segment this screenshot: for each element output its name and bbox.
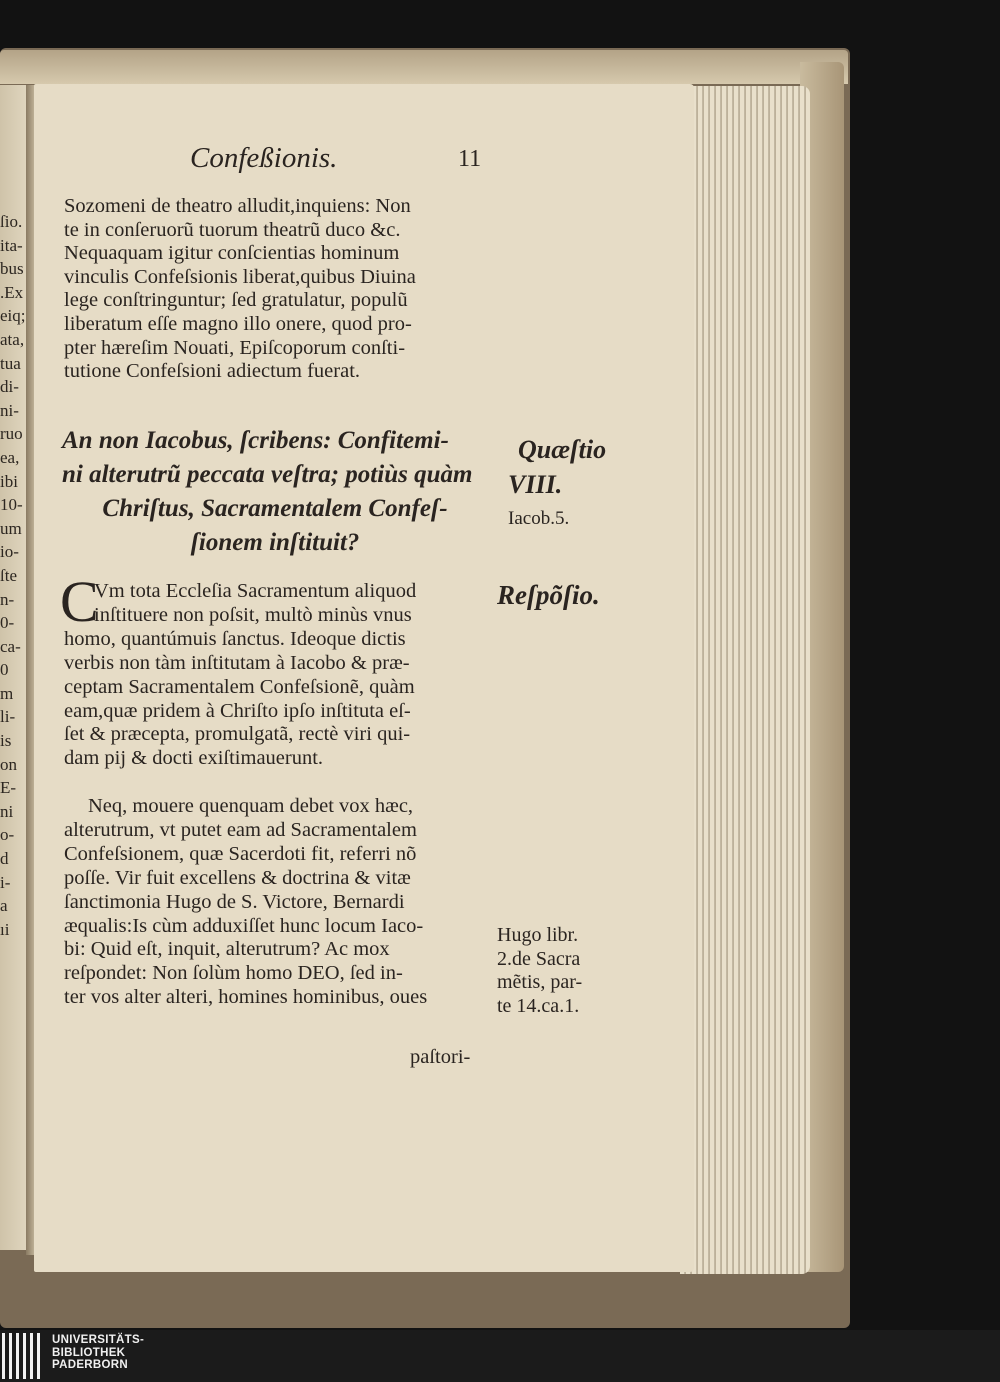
text-line: Sozomeni de theatro alludit,inquiens: Non — [64, 195, 411, 217]
book-cover-top-edge — [0, 50, 848, 84]
text-line: dam pij & docti exiſtimauerunt. — [64, 747, 324, 770]
page-number: 11 — [458, 146, 482, 172]
question-heading — [62, 424, 502, 560]
margin-line: Hugo libr. — [497, 924, 579, 946]
text-line: vinculis Confeſsionis liberat,quibus Diuina — [64, 265, 416, 288]
left-page-fragment: n- — [0, 589, 15, 609]
left-page-fragment: 0 — [0, 660, 9, 680]
left-page-fragment: on — [0, 754, 17, 774]
left-page-fragment: ita- — [0, 235, 23, 255]
margin-responsio: Reſpõſio. — [497, 580, 600, 610]
margin-hugo-ref — [497, 924, 582, 1018]
left-page-fragment: ata, — [0, 329, 25, 349]
text-line: homo, quantúmuis ſanctus. Ideoque dictis — [64, 627, 406, 650]
logo-line: UNIVERSITÄTS- — [52, 1334, 145, 1346]
library-logo-icon — [0, 1333, 44, 1379]
left-page-fragment: d — [0, 849, 9, 869]
text-line: æqualis:Is cùm adduxiſſet hunc locum Iaco- — [64, 914, 424, 937]
left-page-fragment: ſio. — [0, 212, 23, 231]
library-logo-text — [52, 1334, 144, 1372]
heading-line: Chriſtus, Sacramentalem Confeſ- — [102, 495, 448, 522]
heading-line: An non Iacobus, ſcribens: Confitemi- — [62, 427, 449, 454]
second-paragraph — [64, 795, 504, 1010]
heading-line: ni alterutrũ peccata veſtra; potiùs quàm — [62, 461, 473, 488]
margin-line: te 14.ca.1. — [497, 994, 580, 1017]
left-page-fragment: ca- — [0, 636, 21, 656]
margin-line: 2.de Sacra — [497, 947, 581, 970]
left-page-fragment: ea, — [0, 447, 20, 467]
text-line: ceptam Sacramentalem Confeſsionẽ, quàm — [64, 675, 415, 698]
text-line: Confeſsionem, quæ Sacerdoti fit, referri nõ — [64, 842, 417, 865]
text-line: reſpondet: Non ſolùm homo DEO, ſed in- — [64, 962, 403, 985]
margin-iacob-ref: Iacob.5. — [508, 508, 570, 529]
left-page-fragment: di- — [0, 377, 19, 397]
text-line: lege conſtringuntur; ſed gratulatur, populũ — [64, 289, 408, 312]
text-line: liberatum eſſe magno illo onere, quod pro- — [64, 312, 412, 335]
text-line: pter hæreſim Nouati, Epiſcoporum conſti- — [64, 336, 406, 359]
left-page-fragment: ıi — [0, 919, 10, 939]
left-page-fragment: 0- — [0, 613, 15, 633]
text-line: te in conſeruorũ tuorum theatrũ duco &c. — [64, 218, 401, 241]
left-page-fragment: m — [0, 683, 14, 703]
left-page-fragment: ni- — [0, 400, 19, 420]
text-line: poſſe. Vir fuit excellens & doctrina & vitæ — [64, 866, 411, 889]
text-line: Nequaquam igitur conſcientias hominum — [64, 242, 400, 265]
text-line: verbis non tàm inſtitutam à Iacobo & præ- — [64, 651, 410, 674]
text-line: bi: Quid eſt, inquit, alterutrum? Ac mox — [64, 938, 390, 961]
left-page-fragment: i- — [0, 872, 11, 892]
left-page-fragment: ſte — [0, 565, 17, 585]
text-line: ſet & præcepta, promulgatã, rectè viri qui- — [64, 723, 411, 746]
body-paragraph — [64, 195, 504, 384]
left-page-fragment: um — [0, 518, 22, 538]
heading-line: ſionem inſtituit? — [190, 529, 360, 556]
left-page-fragment: is — [0, 731, 12, 751]
text-line: ter vos alter alteri, homines hominibus, oues — [64, 986, 428, 1009]
margin-line: mẽtis, par- — [497, 971, 583, 993]
answer-paragraph — [60, 569, 504, 771]
left-page-fragment: li- — [0, 707, 16, 727]
drop-cap: C — [60, 569, 99, 634]
left-page-fragment: io- — [0, 542, 19, 562]
text-line: inſtituere non poſsit, multò minùs vnus — [94, 603, 412, 626]
catchword: paſtori- — [410, 1046, 471, 1068]
logo-line: BIBLIOTHEK — [52, 1346, 126, 1359]
logo-line: PADERBORN — [52, 1359, 128, 1371]
text-line: ſanctimonia Hugo de S. Victore, Bernardi — [64, 890, 405, 913]
left-page-fragment: E- — [0, 778, 17, 798]
left-page-fragment: o- — [0, 825, 15, 845]
left-page-fragment: ibi — [0, 471, 18, 491]
footer-bar — [0, 1330, 1000, 1382]
left-page-text — [0, 210, 28, 941]
left-page-fragment: bus — [0, 259, 24, 279]
page-edges — [680, 86, 810, 1274]
text-line: Vm tota Eccleſia Sacramentum aliquod — [94, 580, 417, 602]
text-line: Neq, mouere quenquam debet vox hæc, — [88, 795, 414, 817]
text-line: tutione Confeſsioni adiectum fuerat. — [64, 360, 361, 383]
left-page-fragment: tua — [0, 353, 21, 373]
running-head: Confeßionis. — [190, 142, 338, 174]
left-page-fragment: a — [0, 896, 8, 916]
left-page-fragment: ruo — [0, 424, 23, 444]
left-page-fragment: eiq; — [0, 306, 26, 326]
margin-quaestio-number: VIII. — [508, 470, 563, 499]
margin-quaestio: Quæſtio — [518, 435, 607, 464]
left-page-fragment: ni — [0, 801, 14, 821]
left-page-fragment: 10- — [0, 495, 23, 515]
text-line: alterutrum, vt putet eam ad Sacramentalem — [64, 818, 417, 841]
left-page-fragment: .Ex — [0, 282, 24, 302]
text-line: eam,quæ pridem à Chriſto ipſo inſtituta eſ- — [64, 699, 411, 722]
